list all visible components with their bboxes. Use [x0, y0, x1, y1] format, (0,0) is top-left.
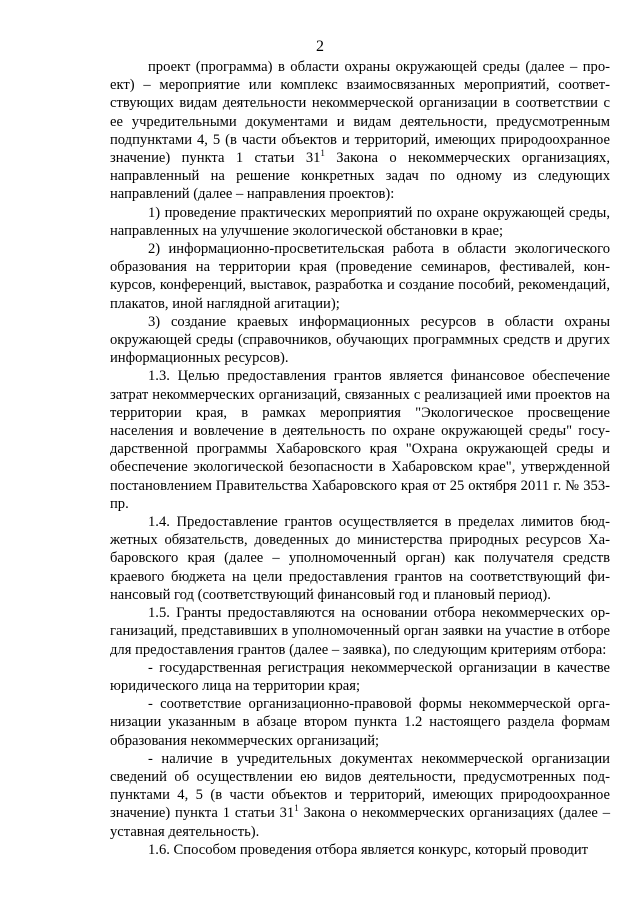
document-body [110, 58, 610, 859]
paragraph-text: 1.4. Предоставление грантов осуществляется в пределах лимитов бюджетных обязательств, доведенных до министерства природных ресурсов Хабаровского края (далее – уполномоченный орган) как получателя средств краевого бюджета на цели предоставления грантов на соответствующий финансовый год (соответствующий финансовый год и плановый период). [110, 514, 610, 603]
paragraph-text: проект (программа) в области охраны окружающей среды (далее – проект) – мероприятие или комплекс взаимосвязанных мероприятий, соответствующих видам деятельности некоммерческой организации в соответствии с ее учредительными документами и видам деятельности, предусмотренным подпунктами 4, 5 (в части объектов и территорий, имеющих природоохранное значение) пункта 1 статьи 31 [110, 59, 610, 167]
paragraph [110, 513, 610, 604]
paragraph-text: 1) проведение практических мероприятий по охране окружающей среды, направленных на улучшение экологической обстановки в крае; [110, 204, 610, 239]
paragraph-text: - государственная регистрация некоммерческой организации в качестве юридического лица на территории края; [110, 659, 610, 694]
superscript-index: 1 [294, 803, 299, 814]
paragraph-text: 1.5. Гранты предоставляются на основании отбора некоммерческих организаций, представивших в уполномоченный орган заявки на участие в отборе для предоставления грантов (далее – заявка), по следующим критериям отбора: [110, 605, 610, 658]
paragraph-text: 2) информационно-просветительская работа в области экологического образования на территории края (проведение семинаров, фестивалей, конкурсов, конференций, выставок, разработка и создание пособий, рекомендаций, плакатов, иной наглядной агитации); [110, 241, 610, 312]
paragraph [110, 695, 610, 750]
paragraph [110, 58, 610, 204]
page-number: 2 [316, 38, 324, 55]
paragraph [110, 240, 610, 313]
paragraph [110, 659, 610, 695]
paragraph-text: 1.3. Целью предоставления грантов является финансовое обеспечение затрат некоммерческих организаций, связанных с реализацией ими проектов на территории края, в рамках мероприятия "Экологическое просвещение населения и вовлечение в деятельность по охране окружающей среды" государственной программы Хабаровского края "Охрана окружающей среды и обеспечение экологической безопасности в Хабаровском крае", утвержденной постановлением Правительства Хабаровского края от 25 октября 2011 г. № 353-пр. [110, 368, 610, 512]
paragraph-text: 1.6. Способом проведения отбора является конкурс, который проводит [148, 841, 589, 858]
paragraph-text: Закона о некоммерческих организациях (далее – уставная деятельность). [110, 805, 610, 840]
paragraph-text: Закона о некоммерческих организациях, направленный на решение конкретных задач по одному из следующих направлений (далее – направления проектов): [110, 150, 610, 203]
superscript-index: 1 [320, 148, 325, 159]
paragraph [110, 841, 610, 859]
paragraph-text: 3) создание краевых информационных ресурсов в области охраны окружающей среды (справочников, обучающих программных средств и других информационных ресурсов). [110, 313, 610, 367]
paragraph [110, 604, 610, 659]
paragraph [110, 750, 610, 841]
paragraph-text: - соответствие организационно-правовой формы некоммерческой организации указанным в абзаце втором пункта 1.2 настоящего раздела формам образования некоммерческих организаций; [110, 696, 610, 749]
paragraph [110, 313, 610, 368]
paragraph [110, 367, 610, 513]
paragraph-text: - наличие в учредительных документах некоммерческой организации сведений об осуществлении ею видов деятельности, предусмотренных подпунктами 4, 5 (в части объектов и территорий, имеющих природоохранное значение) пункта 1 статьи 31 [110, 750, 610, 822]
paragraph [110, 204, 610, 240]
